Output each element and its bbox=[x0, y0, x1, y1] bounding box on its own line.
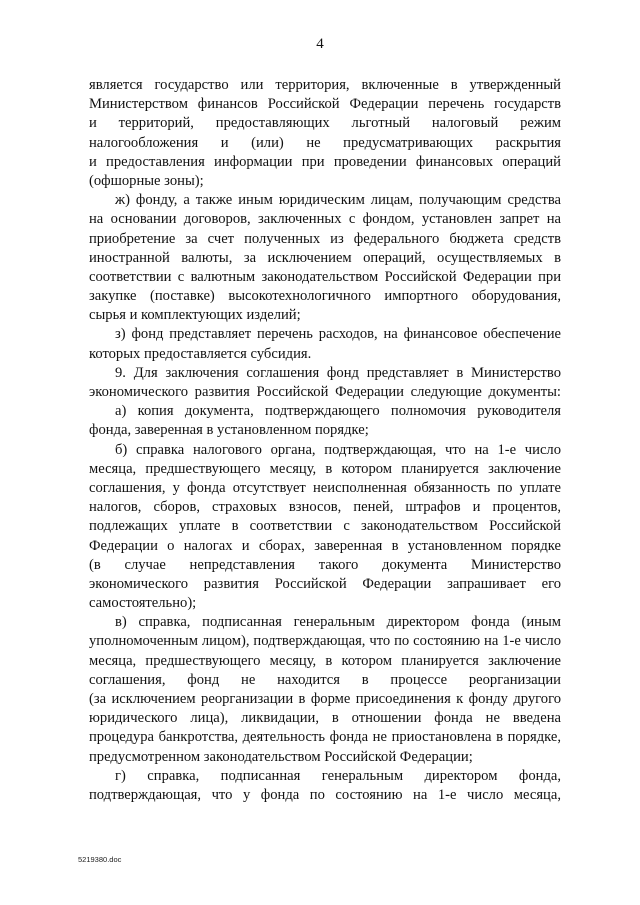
text-line: (за исключением реорганизации в форме присоединения к фонду другого bbox=[89, 691, 561, 707]
page-number: 4 bbox=[316, 36, 324, 52]
text-line: иностранной валюты, за исключением операций, осуществляемых в bbox=[89, 249, 561, 266]
text-line: приобретение за счет полученных из федерального бюджета средств bbox=[89, 230, 561, 247]
text-line: процедура банкротства, деятельность фонда не приостановлена в порядке, bbox=[89, 729, 561, 746]
text-line: (офшорные зоны); bbox=[89, 172, 204, 189]
document-body bbox=[89, 76, 561, 805]
text-line: соглашения, у фонда отсутствует неисполненная обязанность по уплате bbox=[89, 479, 561, 496]
text-line: г) справка, подписанная генеральным директором фонда, bbox=[115, 767, 561, 784]
text-line: налогов, сборов, страховых взносов, пеней, штрафов и процентов, bbox=[89, 499, 561, 516]
text-line: Федерации о налогах и сборах, заверенная в установленном порядке bbox=[89, 537, 561, 554]
text-line: (в случае непредставления такого документа Министерство bbox=[89, 556, 561, 573]
text-line: 9. Для заключения соглашения фонд представляет в Министерство bbox=[115, 364, 561, 381]
text-line: фонда, заверенная в установленном порядке; bbox=[89, 422, 369, 439]
text-line: Министерством финансов Российской Федерации перечень государств bbox=[89, 96, 561, 113]
text-line: является государство или территория, включенные в утвержденный bbox=[89, 77, 561, 93]
text-line: подлежащих уплате в соответствии с законодательством Российской bbox=[89, 518, 561, 535]
text-line: экономического развития Российской Федерации запрашивает его bbox=[89, 575, 561, 592]
text-line: юридического лица), ликвидации, в отношении фонда не введена bbox=[89, 710, 561, 727]
file-name-footer: 5219380.doc bbox=[78, 855, 122, 864]
text-line: месяца, предшествующего месяцу, в котором планируется заключение bbox=[89, 652, 561, 669]
text-line: соглашения, фонд не находится в процессе реорганизации bbox=[89, 671, 561, 688]
text-line: предусмотренном законодательством Российской Федерации; bbox=[89, 748, 473, 765]
text-line: закупке (поставке) высокотехнологичного импортного оборудования, bbox=[89, 288, 561, 305]
text-line: соответствии с валютным законодательством Российской Федерации при bbox=[89, 268, 561, 285]
text-line: самостоятельно); bbox=[89, 595, 197, 612]
text-line: в) справка, подписанная генеральным директором фонда (иным bbox=[115, 614, 561, 631]
text-line: экономического развития Российской Федерации следующие документы: bbox=[89, 384, 561, 400]
text-line: сырья и комплектующих изделий; bbox=[89, 307, 301, 324]
text-line: б) справка налогового органа, подтверждающая, что на 1-е число bbox=[115, 441, 561, 458]
text-line: налогообложения и (или) не предусматривающих раскрытия bbox=[89, 134, 561, 151]
text-line: на основании договоров, заключенных с фондом, установлен запрет на bbox=[89, 211, 561, 228]
text-line: и территорий, предоставляющих льготный налоговый режим bbox=[89, 115, 561, 132]
text-line: месяца, предшествующего месяцу, в котором планируется заключение bbox=[89, 460, 561, 477]
text-line: подтверждающая, что у фонда по состоянию на 1-е число месяца, bbox=[89, 786, 561, 803]
text-line: и предоставления информации при проведении финансовых операций bbox=[89, 153, 561, 170]
text-line: уполномоченным лицом), подтверждающая, что по состоянию на 1-е число bbox=[89, 633, 561, 650]
text-line: з) фонд представляет перечень расходов, на финансовое обеспечение bbox=[115, 326, 561, 343]
text-line: ж) фонду, а также иным юридическим лицам, получающим средства bbox=[115, 192, 561, 209]
text-line: которых предоставляется субсидия. bbox=[89, 345, 312, 362]
text-line: а) копия документа, подтверждающего полномочия руководителя bbox=[115, 403, 561, 420]
